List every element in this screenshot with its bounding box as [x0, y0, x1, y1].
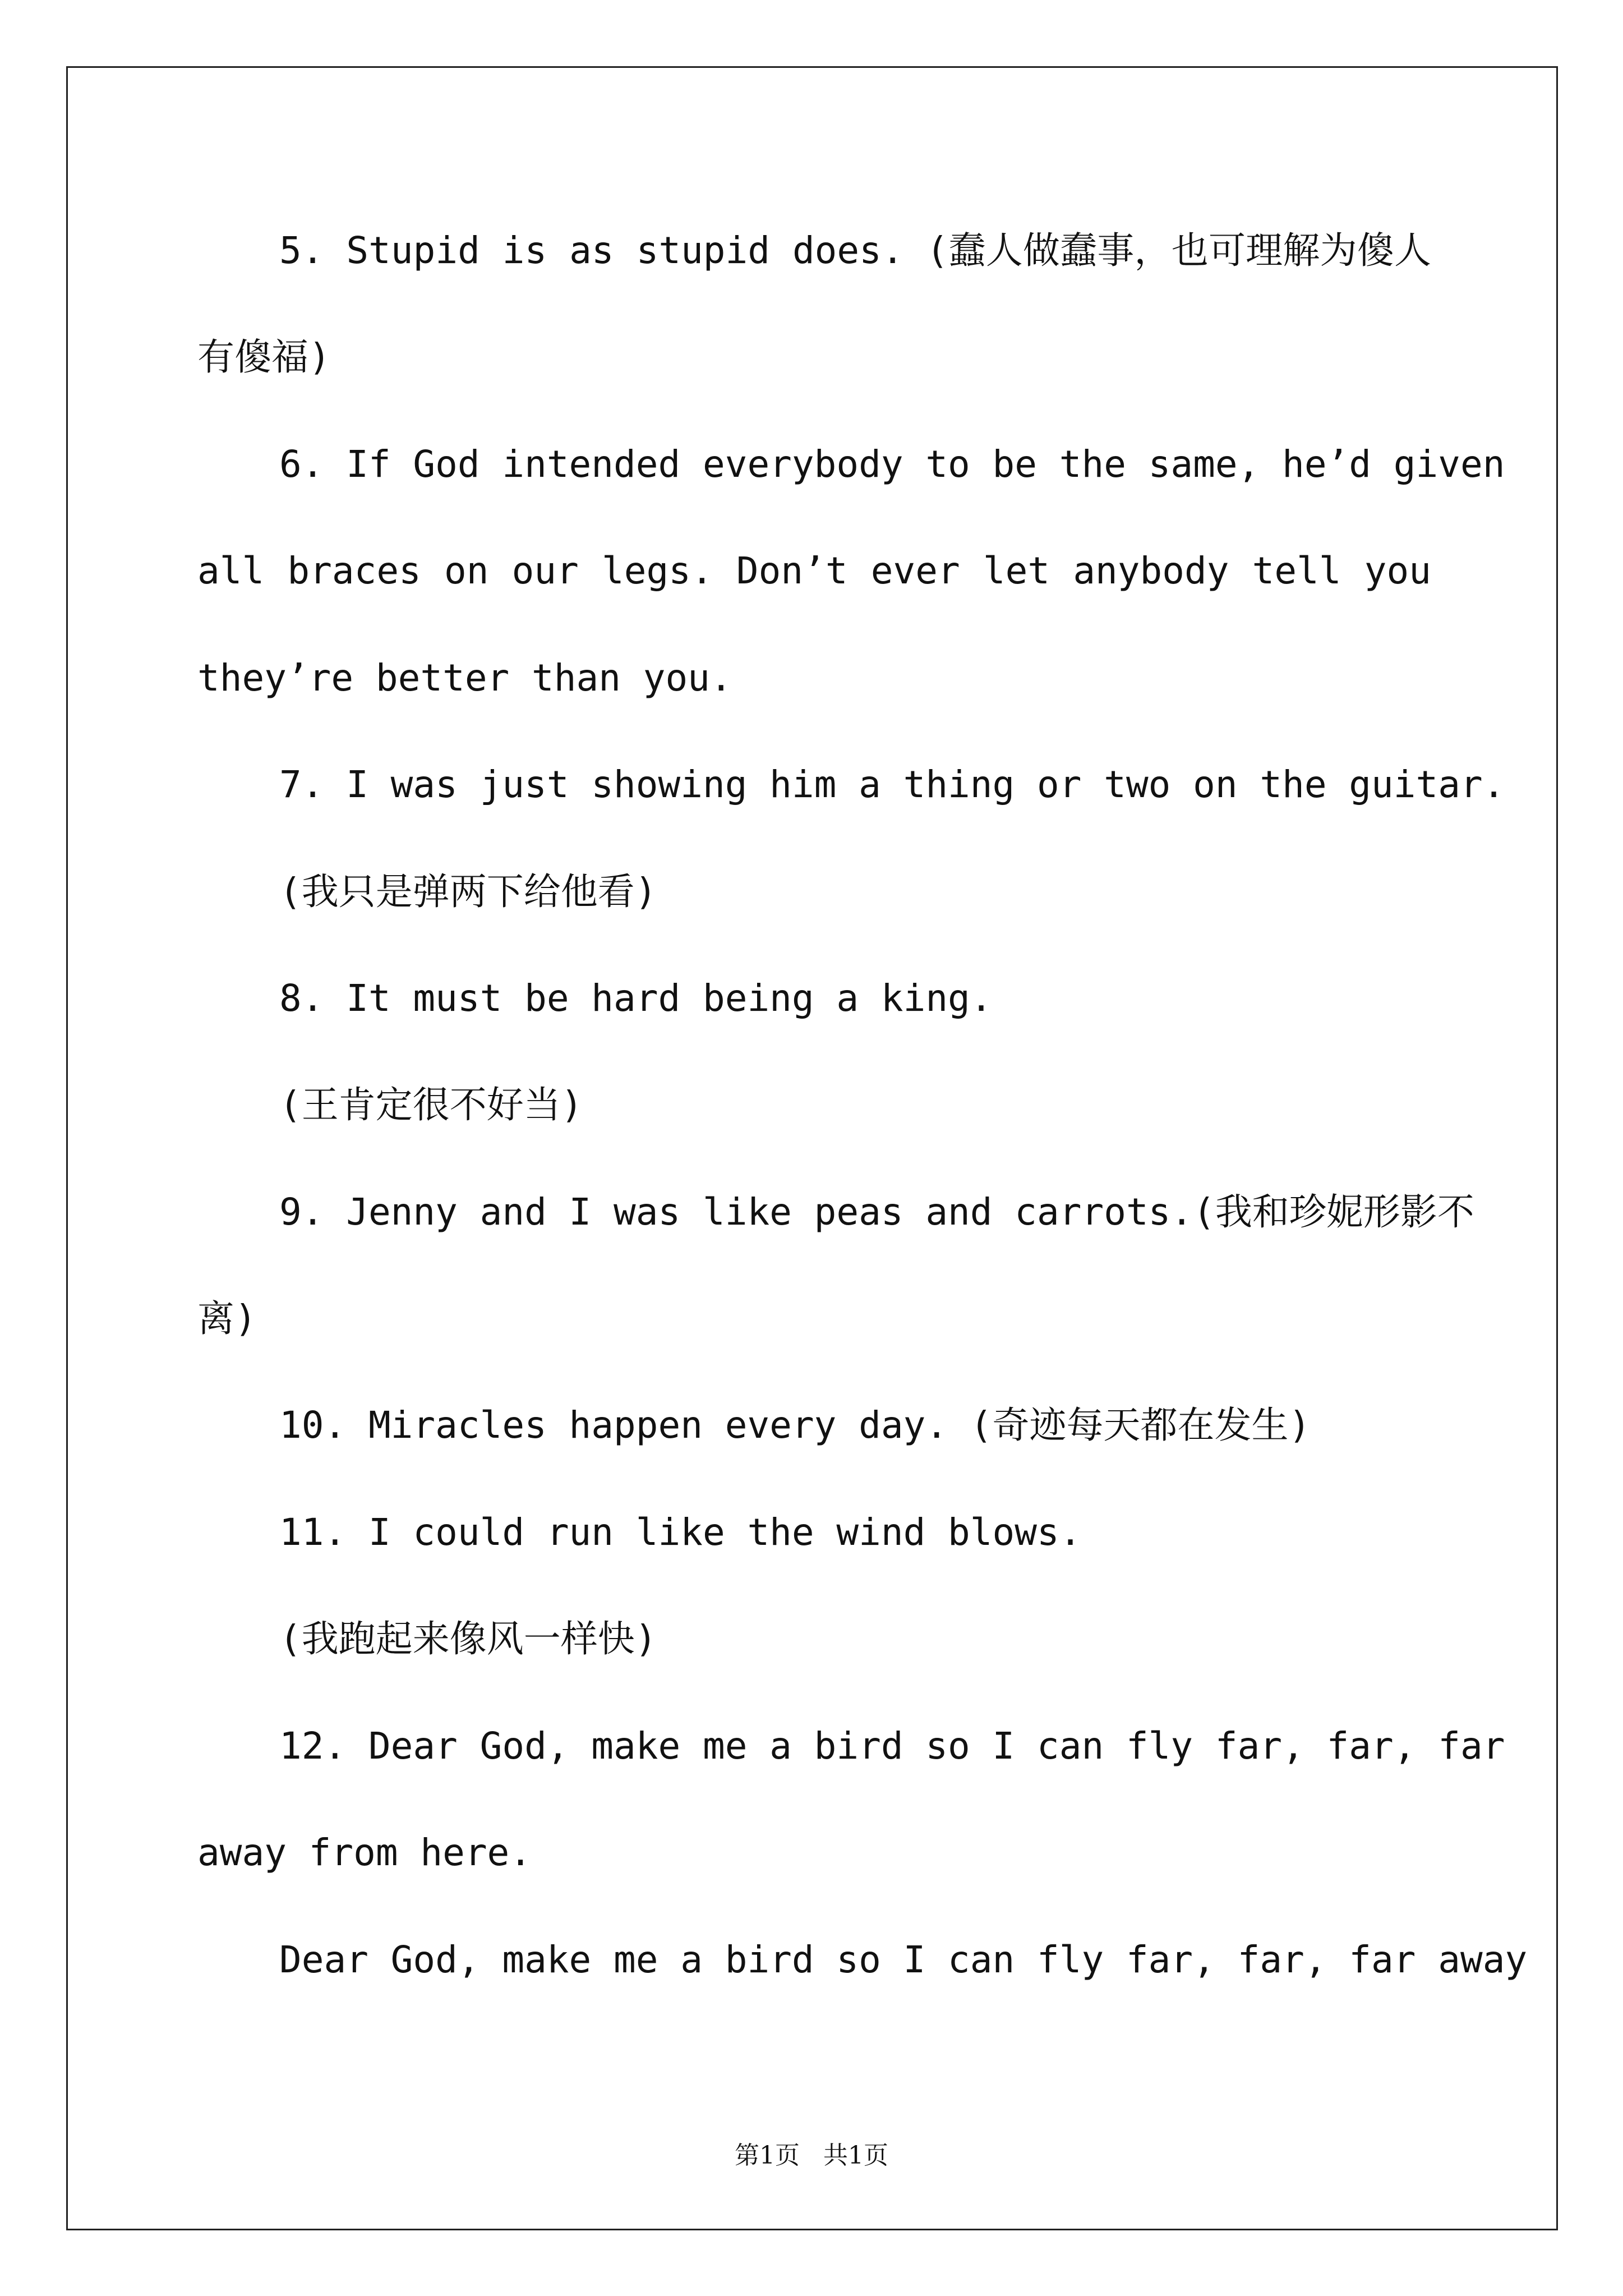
text-line: 9. Jenny and I was like peas and carrots.(我和珍妮形影不	[279, 1190, 1474, 1234]
page-frame	[66, 66, 1558, 2230]
text-line: 离)	[197, 1297, 257, 1340]
text-line: (我只是弹两下给他看)	[279, 870, 657, 913]
text-line: all braces on our legs. Don’t ever let anybody tell you	[197, 549, 1431, 592]
text-line: 6. If God intended everybody to be the same, he’d given	[279, 443, 1505, 486]
text-line: 8. It must be hard being a king.	[279, 977, 993, 1020]
text-line: 10. Miracles happen every day. (奇迹每天都在发生)	[279, 1404, 1311, 1447]
text-line: (王肯定很不好当)	[279, 1083, 583, 1126]
text-line: 7. I was just showing him a thing or two on the guitar.	[279, 763, 1505, 806]
text-line: 12. Dear God, make me a bird so I can fly far, far, far	[279, 1724, 1505, 1768]
text-line: Dear God, make me a bird so I can fly far, far, far away	[279, 1938, 1528, 1981]
text-line: (我跑起来像风一样快)	[279, 1617, 657, 1660]
page-number-footer: 第1页 共1页	[735, 2141, 888, 2170]
text-line: away from here.	[197, 1831, 532, 1874]
text-line: 5. Stupid is as stupid does. (蠢人做蠢事，也可理解为傻人	[279, 229, 1431, 272]
text-line: 有傻福)	[197, 335, 331, 379]
text-line: they’re better than you.	[197, 656, 732, 700]
text-line: 11. I could run like the wind blows.	[279, 1511, 1082, 1554]
